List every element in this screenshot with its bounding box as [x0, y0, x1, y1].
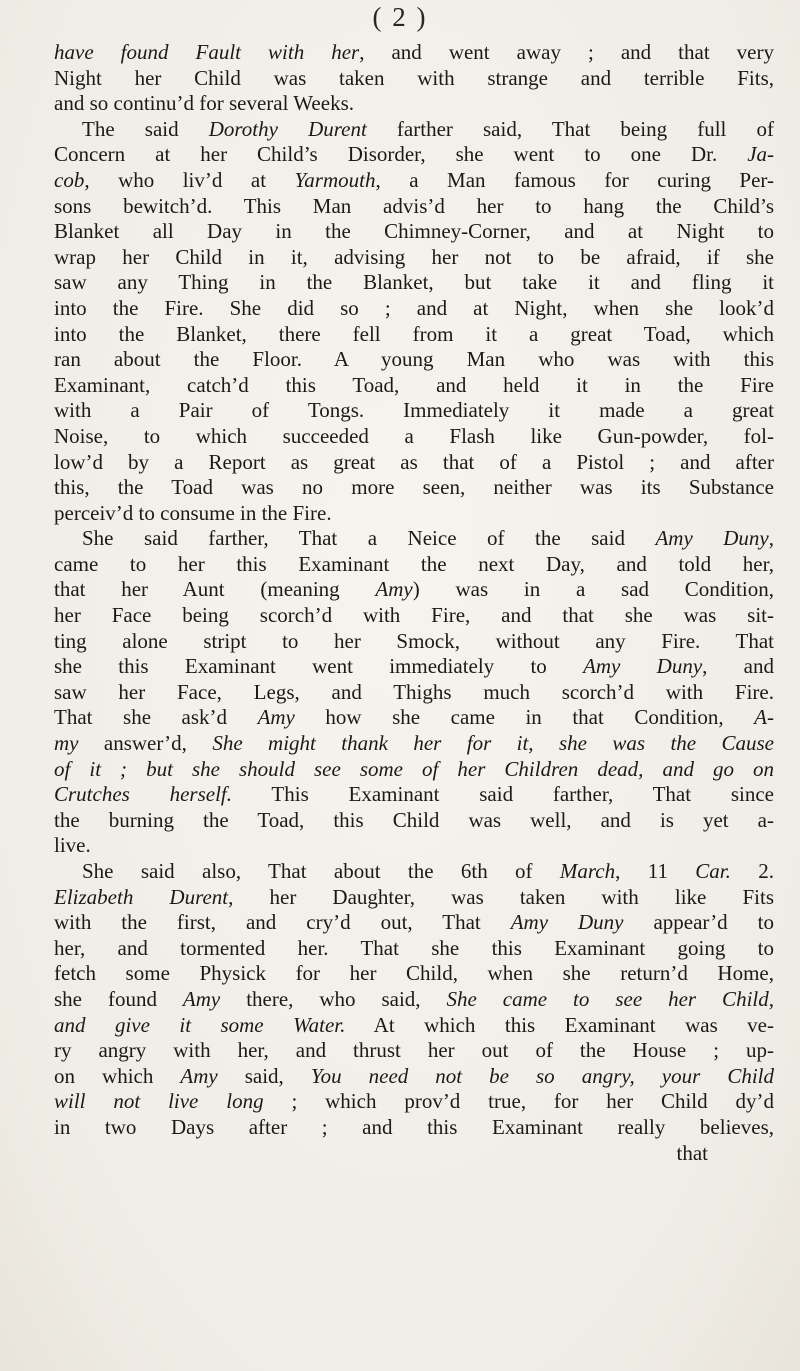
text-run: her, and tormented her. That she this Examinant going to	[54, 935, 774, 960]
text-line	[54, 373, 774, 399]
text-line	[54, 552, 774, 578]
text-line	[54, 66, 774, 92]
text-run: said,	[217, 1063, 311, 1088]
text-line	[54, 603, 774, 629]
italic-text: Ja-	[747, 142, 775, 167]
text-run: , her Daughter, was taken with like Fits	[228, 884, 774, 909]
italic-text: and give it some Water.	[54, 1012, 346, 1037]
italic-text: Amy	[180, 1063, 218, 1088]
text-line	[54, 1141, 774, 1167]
text-line	[54, 961, 774, 987]
text-line	[54, 885, 774, 911]
text-line	[54, 654, 774, 680]
text-run: farther said, That being full of	[366, 116, 774, 141]
text-run: , and	[702, 654, 774, 679]
text-run: , who liv’d at	[84, 167, 295, 192]
italic-text: She came to see her Child,	[446, 986, 774, 1011]
text-line	[54, 347, 774, 373]
text-run: ran about the Floor. A young Man who was with this	[54, 347, 774, 372]
text-run: Night her Child was taken with strange and terrible Fits,	[54, 65, 774, 90]
text-line	[54, 1064, 774, 1090]
text-run: perceiv’d to consume in the Fire.	[54, 500, 332, 525]
text-run: the burning the Toad, this Child was well, and is yet a-	[54, 807, 774, 832]
text-line	[54, 859, 774, 885]
italic-text: Amy	[182, 986, 221, 1011]
text-line	[54, 296, 774, 322]
text-run: she this Examinant went immediately to	[54, 654, 584, 679]
italic-text: cob	[54, 167, 85, 192]
italic-text: Yarmouth	[294, 167, 376, 192]
text-line	[54, 322, 774, 348]
text-run: that her Aunt (meaning	[54, 577, 376, 602]
text-run: Blanket all Day in the Chimney-Corner, and at Night to	[54, 219, 774, 244]
text-line	[54, 219, 774, 245]
text-line	[54, 731, 774, 757]
text-line	[54, 629, 774, 655]
text-run: Examinant, catch’d this Toad, and held it in the Fire	[54, 372, 774, 397]
text-run: with the first, and cry’d out, That	[54, 910, 511, 935]
text-line	[54, 1089, 774, 1115]
text-run: ; which prov’d true, for her Child dy’d	[263, 1089, 774, 1114]
text-run: her Face being scorch’d with Fire, and that she was sit-	[54, 603, 774, 628]
text-line	[54, 142, 774, 168]
text-run: saw any Thing in the Blanket, but take it and fling it	[54, 270, 774, 295]
text-run: on which	[54, 1063, 181, 1088]
text-line	[54, 194, 774, 220]
text-run: live.	[54, 833, 91, 858]
text-run: She said farther, That a Neice of the said	[82, 526, 656, 551]
text-line	[54, 910, 774, 936]
text-run: ) was in a sad Condition,	[412, 577, 775, 602]
text-run: That she ask’d	[54, 705, 258, 730]
text-run: that	[676, 1140, 708, 1165]
italic-text: Amy	[375, 577, 413, 602]
text-run: saw her Face, Legs, and Thighs much scorch’d with Fire.	[54, 679, 774, 704]
text-line	[54, 808, 774, 834]
text-run: ,	[768, 526, 774, 551]
text-line	[54, 577, 774, 603]
italic-text: You need not be so angry, your Child	[310, 1063, 774, 1088]
text-line	[54, 782, 774, 808]
text-line	[54, 936, 774, 962]
text-run: and so continu’d for several Weeks.	[54, 91, 354, 116]
text-line	[54, 270, 774, 296]
italic-text: Amy	[257, 705, 295, 730]
italic-text: have found Fault with her	[54, 40, 360, 64]
text-run: , 11	[615, 859, 696, 883]
text-run: 2.	[730, 859, 774, 883]
text-run: ry angry with her, and thrust her out of the House ; up-	[54, 1038, 774, 1063]
body-text	[54, 40, 774, 1166]
text-line	[54, 1038, 774, 1064]
italic-text: Elizabeth Durent	[54, 884, 229, 909]
italic-text: my	[54, 731, 79, 756]
italic-text: Crutches herself.	[54, 782, 233, 807]
text-run: answer’d,	[78, 731, 213, 756]
text-run: appear’d to	[623, 910, 774, 935]
text-line	[54, 91, 774, 117]
text-line	[54, 245, 774, 271]
text-run: how she came in that Condition,	[294, 705, 755, 730]
italic-text: Car.	[695, 859, 731, 883]
text-line	[54, 680, 774, 706]
italic-text: will not live long	[54, 1089, 264, 1114]
text-run: This Examinant said farther, That since	[232, 782, 775, 807]
italic-text: of it ; but she should see some of her Children dead, and go on	[54, 756, 774, 781]
text-run: this, the Toad was no more seen, neither was its Substance	[54, 475, 774, 500]
italic-text: March	[559, 859, 616, 883]
text-line	[54, 40, 774, 66]
text-run: in two Days after ; and this Examinant really believes,	[54, 1114, 774, 1139]
text-line	[54, 117, 774, 143]
text-run: The said	[82, 116, 209, 141]
text-run: there, who said,	[220, 986, 447, 1011]
text-run: At which this Examinant was ve-	[345, 1012, 774, 1037]
text-line	[54, 757, 774, 783]
italic-text: Amy Duny	[510, 910, 624, 935]
text-run: with a Pair of Tongs. Immediately it made a great	[54, 398, 774, 423]
text-run: she found	[54, 986, 183, 1011]
text-run: , and went away ; and that very	[359, 40, 774, 64]
italic-text: Amy Duny	[655, 526, 769, 551]
text-line	[54, 450, 774, 476]
italic-text: Amy Duny	[583, 654, 703, 679]
text-run: Dr.	[690, 142, 748, 167]
text-run: ting alone stript to her Smock, without any Fire. That	[54, 628, 774, 653]
text-run: low’d by a Report as great as that of a Pistol ; and after	[54, 449, 774, 474]
text-run: sons bewitch’d. This Man advis’d her to hang the Child’s	[54, 193, 774, 218]
page-number: ( 2 )	[372, 2, 428, 32]
text-line	[54, 987, 774, 1013]
text-run: came to her this Examinant the next Day, and told her,	[54, 551, 774, 576]
text-run: Concern at her Child’s Disorder, she went to one	[54, 142, 691, 167]
text-line	[54, 398, 774, 424]
text-run: into the Fire. She did so ; and at Night, when she look’d	[54, 295, 774, 320]
text-line	[54, 1115, 774, 1141]
text-run: fetch some Physick for her Child, when she return’d Home,	[54, 961, 774, 986]
italic-text: A-	[754, 705, 774, 730]
text-line	[54, 526, 774, 552]
italic-text: Dorothy Durent	[208, 116, 367, 141]
text-run: , a Man famous for curing Per-	[375, 167, 774, 192]
text-line	[54, 424, 774, 450]
text-run: wrap her Child in it, advising her not to be afraid, if she	[54, 244, 774, 269]
text-line	[54, 705, 774, 731]
text-line	[54, 475, 774, 501]
text-line	[54, 1013, 774, 1039]
text-line	[54, 168, 774, 194]
italic-text: She might thank her for it, she was the Cause	[212, 731, 775, 756]
text-line	[54, 833, 774, 859]
text-run: She said also, That about the 6th of	[82, 859, 560, 883]
text-run: into the Blanket, there fell from it a great Toad, which	[54, 321, 774, 346]
text-run: Noise, to which succeeded a Flash like Gun-powder, fol-	[54, 423, 774, 448]
text-line	[54, 501, 774, 527]
